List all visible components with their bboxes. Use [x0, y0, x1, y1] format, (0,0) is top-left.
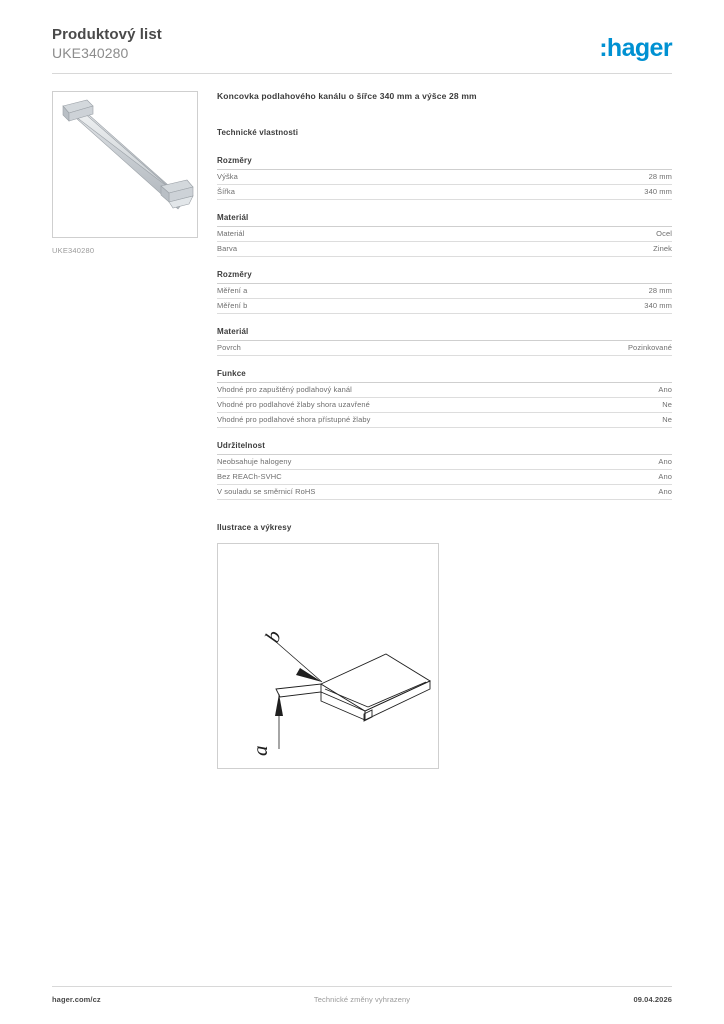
technical-properties-title: Technické vlastnosti	[217, 128, 299, 137]
spec-label: Materiál	[217, 227, 487, 242]
spec-table	[217, 284, 672, 314]
spec-group	[217, 327, 672, 356]
spec-label: Výška	[217, 170, 413, 185]
table-row	[217, 341, 672, 356]
spec-group-title: Materiál	[217, 327, 672, 341]
spec-value: 28 mm	[455, 284, 672, 299]
table-row	[217, 455, 672, 470]
spec-label: Povrch	[217, 341, 377, 356]
header-divider	[52, 73, 672, 74]
spec-value: Ne	[635, 398, 672, 413]
spec-label: Vhodné pro zapuštěný podlahový kanál	[217, 383, 635, 398]
product-image-caption: UKE340280	[52, 246, 95, 255]
spec-label: Vhodné pro podlahové shora přístupné žlaby	[217, 413, 635, 428]
spec-label: Měření b	[217, 299, 455, 314]
footer-date: 09.04.2026	[633, 995, 672, 1004]
spec-group	[217, 369, 672, 428]
spec-value: Pozinkované	[377, 341, 672, 356]
spec-value: Ano	[617, 470, 672, 485]
spec-value: 340 mm	[413, 185, 672, 200]
page-header	[52, 26, 672, 74]
spec-label: Šířka	[217, 185, 413, 200]
spec-group-title: Materiál	[217, 213, 672, 227]
spec-group-title: Funkce	[217, 369, 672, 383]
spec-table	[217, 455, 672, 500]
spec-value: 28 mm	[413, 170, 672, 185]
spec-label: Měření a	[217, 284, 455, 299]
page-footer	[52, 995, 672, 1009]
table-row	[217, 383, 672, 398]
footer-website[interactable]: hager.com/cz	[52, 995, 101, 1004]
drawings-title: Ilustrace a výkresy	[217, 523, 292, 532]
spec-table	[217, 341, 672, 356]
spec-value: Ano	[635, 383, 672, 398]
spec-group-title: Udržitelnost	[217, 441, 672, 455]
technical-drawing-icon	[218, 544, 438, 768]
dimension-label-a: a	[248, 745, 272, 756]
dimension-label-b: b	[259, 626, 286, 647]
spec-group	[217, 213, 672, 257]
table-row	[217, 242, 672, 257]
page-subtitle-article-number: UKE340280	[52, 45, 129, 61]
footer-divider	[52, 986, 672, 987]
spec-value: Ocel	[487, 227, 672, 242]
product-photo-icon	[53, 92, 197, 237]
table-row	[217, 470, 672, 485]
table-row	[217, 170, 672, 185]
table-row	[217, 227, 672, 242]
table-row	[217, 398, 672, 413]
spec-group-title: Rozměry	[217, 270, 672, 284]
footer-disclaimer: Technické změny vyhrazeny	[313, 995, 411, 1004]
spec-group-title: Rozměry	[217, 156, 672, 170]
spec-group	[217, 441, 672, 500]
spec-value: Zinek	[487, 242, 672, 257]
product-figure	[52, 91, 198, 255]
table-row	[217, 485, 672, 500]
spec-groups	[217, 156, 672, 500]
spec-label: Neobsahuje halogeny	[217, 455, 617, 470]
spec-label: Barva	[217, 242, 487, 257]
table-row	[217, 185, 672, 200]
main-content	[217, 91, 672, 769]
spec-group	[217, 156, 672, 200]
spec-group	[217, 270, 672, 314]
spec-table	[217, 383, 672, 428]
spec-value: Ano	[617, 455, 672, 470]
product-headline: Koncovka podlahového kanálu o šířce 340 mm a výšce 28 mm	[217, 91, 477, 101]
drawings-section	[217, 523, 672, 769]
table-row	[217, 413, 672, 428]
spec-table	[217, 227, 672, 257]
technical-drawing-frame	[217, 543, 439, 769]
spec-label: Vhodné pro podlahové žlaby shora uzavřené	[217, 398, 635, 413]
page-title: Produktový list	[52, 26, 162, 43]
spec-label: Bez REACh-SVHC	[217, 470, 617, 485]
hager-logo: :hager	[599, 34, 672, 62]
product-image-frame	[52, 91, 198, 238]
table-row	[217, 299, 672, 314]
spec-value: Ano	[617, 485, 672, 500]
spec-label: V souladu se směrnicí RoHS	[217, 485, 617, 500]
spec-value: Ne	[635, 413, 672, 428]
spec-value: 340 mm	[455, 299, 672, 314]
table-row	[217, 284, 672, 299]
spec-table	[217, 170, 672, 200]
